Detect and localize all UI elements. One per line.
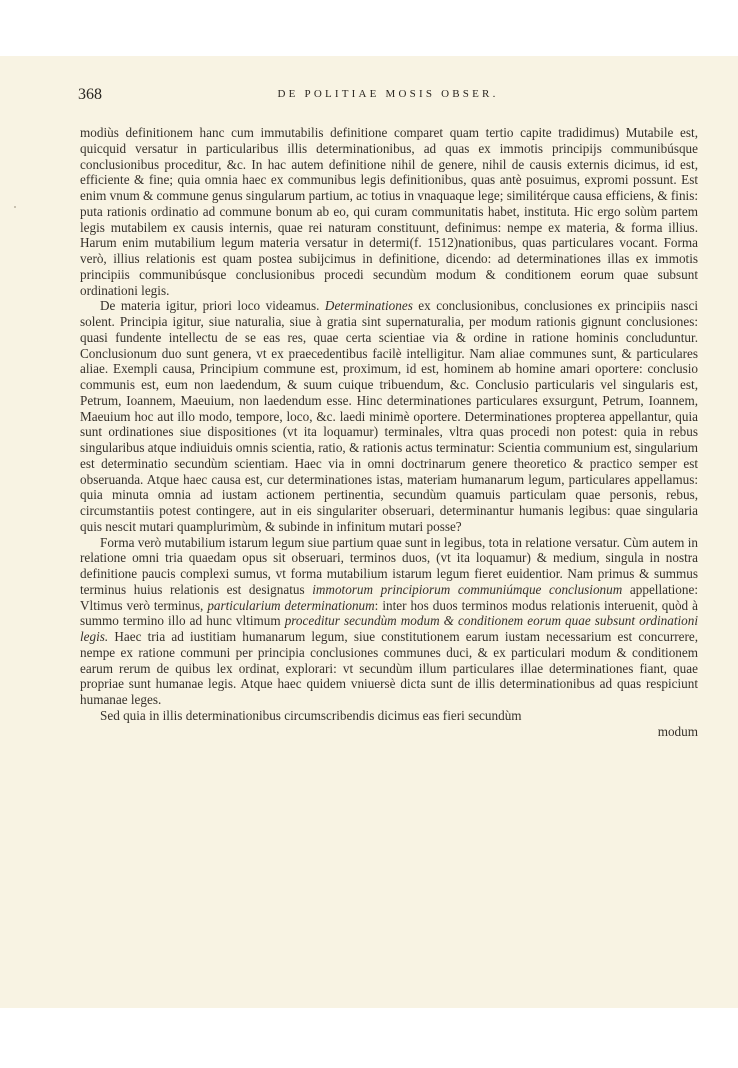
text-run: Conclusionum duo sunt genera, vt ex praecedentibus facilè intelligitur. Nam aliae communes sunt, & particulares aliae. Exempli causa, Principium commune est, proximum, id est, hominem ab homine amari oportere: conclusio communis est, eum non laedendum, & suum cuique tribuendum, &c. Conclusio particularis vel singularis est, Petrum, Ioannem, Maeuium, non laedendum esse. Hinc determinationes particulares exsurgunt, Petrum, Ioannem, Maeuium hoc aut illo modo, tempore, loco, &c. laedi minimè oportere. Determinationes propterea appellantur, quia sunt ordinationes siue dispositiones (vt ita loquamur) terminales, vltra quas procedi non potest: quia in rebus singularibus atque indiuiduis omnis scientia, ratio, & rationis actus terminatur: Scientia communium est, singularium est determinatio secundùm scientiam. Haec via in omni doctrinarum genere theoretico & practico semper est obseruanda. Atque haec causa est, cur determinationes istas, materiam humanarum legum, particulares appellamus: quia minuta omnia ad iustam actionem pertinentia, secundùm quamuis particulam quae personis, rebus, circumstantiis potest contingere, aut in eis singulariter obseruari, determinantur humanis legibus: quae singularia quis nescit mutari quamplurimùm, & subinde in infinitum mutari posse?	[80, 345, 698, 534]
text-run: Forma verò mutabilium istarum legum siue partium quae sunt in legibus, tota in relatione versatur. Cùm autem in relatione omni tria quaedam opus sit obseruari, terminos duos, (vt ita loquamur) & medium, singula in nostra definitione paucis complexi sumus, vt forma mutabilium istarum legum fieret euidentior. Nam primus & summus terminus huius relationis est designatus	[80, 534, 698, 597]
paper-speck	[14, 206, 16, 208]
page-number: 368	[78, 86, 102, 103]
text-run: : inter hos duos terminos modus relationis interuenit, quòd à summo termino illo ad hunc vltimum	[80, 597, 698, 629]
text-run: ex conclusionibus, conclusiones ex principiis nasci solent. Principia igitur, siue naturalia, siue à gratia sint supernaturalia, per modum rationis gignunt conclusiones: quasi fundente intellectu de se eas res, quae certa scientiae via & ordine in ratione hominis concluduntur.	[80, 298, 698, 345]
paragraph-4: Sed quia in illis determinationibus circumscribendis dicimus eas fieri secundùm	[100, 707, 522, 723]
text-run: De materia igitur, priori loco videamus.	[100, 298, 325, 314]
text-run: appellatione: Vltimus verò terminus,	[80, 581, 699, 613]
top-margin	[0, 0, 738, 56]
page-header	[78, 86, 698, 108]
italic-run: particularium determinationum	[207, 597, 375, 613]
bottom-margin	[0, 1008, 738, 1068]
paragraph-2	[80, 298, 698, 534]
italic-run: proceditur secundùm modum & conditionem eorum quae subsunt ordinationi legis.	[80, 613, 698, 644]
paragraph-3	[80, 535, 698, 708]
text-run: Haec tria ad iustitiam humanarum legum, siue constitutionem earum iustam necessarium est concurrere, nempe ex ratione communi per principia conclusiones communes duci, & ex particulari modum & conditionem earum rerum de quibus lex ordinat, explorari: vt secundùm illum particulares illae determinationes fiant, quae propriae sunt humanae legis. Atque haec quidem vniuersè dicta sunt de illis determinationibus ad quas respiciunt humanae leges.	[80, 629, 698, 707]
italic-run: immotorum principiorum communiúmque conclusionum	[312, 581, 623, 597]
running-head: DE POLITIAE MOSIS OBSER.	[277, 88, 499, 100]
italic-run: Determinationes	[324, 298, 413, 314]
book-page	[0, 56, 738, 1008]
paragraph-1: modiùs definitionem hanc cum immutabilis definitione comparet quam tertio capite tradidimus) Mutabile est, quicquid versatur in particularibus illis determinationibus, ad quas ex immotis principijs communibúsque conclusionibus proceditur, &c. In hac autem definitione nihil de genere, nihil de causis externis dicimus, id est, efficiente & fine; quia omnia haec ex communibus legis definitionibus, quas antè posuimus, expromi possunt. Est enim vnum & commune genus singularum partium, ac totius in vnaquaque lege; similitérque causa efficiens, & finis: puta rationis ordinatio ad commune bonum ab eo, qui curam communitatis habet, instituta. Hic ergo solùm partem legis mutabilem ex causis internis, quae rei naturam constituunt, definimus: nempe ex materia, & forma illius. Harum enim mutabilium legum materia versatur in determi(f. 1512)nationibus, quas particulares vocant. Forma verò, illius relationis est quam postea subijcimus in definitione, dicendo: ad determinationes illas ex immotis principiis communibúsque conclusionibus procedi secundùm modum & conditionem eorum quae subsunt ordinationi legis.	[80, 125, 698, 298]
body-text	[80, 125, 698, 739]
catchword: modum	[657, 723, 698, 739]
